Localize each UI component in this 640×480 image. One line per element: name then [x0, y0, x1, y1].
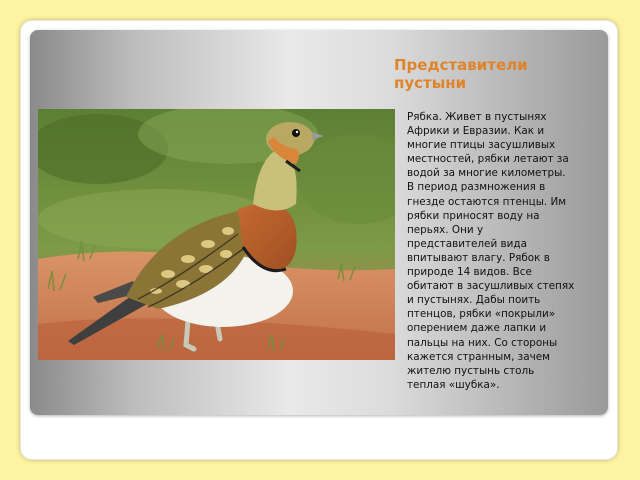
- body-line: оперением даже лапки и: [407, 322, 547, 335]
- body-line: впитывают влагу. Рябок в: [407, 251, 550, 264]
- body-line: теплая «шубка».: [407, 378, 500, 391]
- slide-title-line-2: пустыни: [394, 74, 467, 92]
- body-line: перьях. Они у: [407, 223, 484, 236]
- body-line: водой за многие километры.: [407, 167, 566, 180]
- sandgrouse-photo: [38, 109, 395, 360]
- slide-content-panel: [30, 30, 608, 415]
- body-line: представителей вида: [407, 237, 527, 250]
- body-line: птенцов, рябки «покрыли»: [407, 308, 556, 321]
- slide-title-line-1: Представители: [394, 56, 528, 74]
- body-line: В период размножения в: [407, 181, 546, 194]
- body-line: жителю пустынь столь: [407, 364, 535, 377]
- slide-footer: [30, 418, 608, 454]
- slide-title: [394, 56, 594, 92]
- body-line: Рябка. Живет в пустынях: [407, 111, 547, 123]
- body-line: гнезде остаются птенцы. Им: [407, 195, 567, 208]
- body-line: пальцы на них. Со стороны: [407, 336, 558, 349]
- body-line: рябки приносят воду на: [407, 209, 540, 222]
- body-line: Африки и Евразии. Как и: [407, 125, 545, 138]
- slide-body-text: [407, 110, 603, 392]
- body-line: многие птицы засушливых: [407, 139, 556, 152]
- body-line: кажется странным, зачем: [407, 350, 550, 363]
- slide-frame: [20, 20, 618, 460]
- body-line: обитают в засушливых степях: [407, 280, 575, 293]
- body-line: местностей, рябки летают за: [407, 153, 569, 166]
- body-line: и пустынях. Дабы поить: [407, 294, 541, 307]
- body-line: природе 14 видов. Все: [407, 266, 532, 279]
